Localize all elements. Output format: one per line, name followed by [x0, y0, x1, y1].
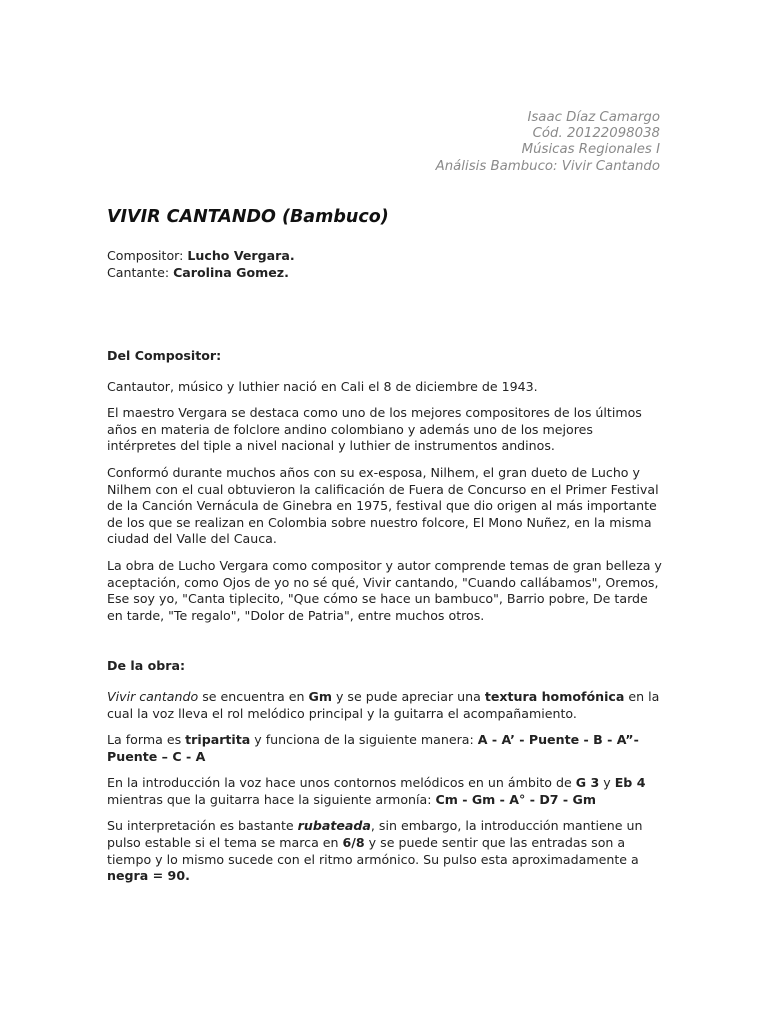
- texture-bold: textura homofónica: [484, 688, 625, 704]
- author-name: Isaac Díaz Camargo: [527, 110, 660, 125]
- text-run: Su interpretación es bastante: [107, 818, 298, 834]
- range-low-bold: G 3: [575, 775, 600, 791]
- text-run: y: [599, 775, 615, 791]
- composer-paragraph-3: Conformó durante muchos años con su ex-esposa, Nilhem, el gran dueto de Lucho y Nilhem con el cual obtuvieron la calificación de Fuera de Concurso en el Primer Festival de la Canción Vernácula de Ginebra en 1975, festival que dio origen al más importante de los que se realizan en Colombia sobre nuestro folcore, El Mono Nuñez, en la misma ciudad del Valle del Cauca.: [107, 464, 659, 547]
- page-title: VIVIR CANTANDO (Bambuco): [107, 207, 389, 227]
- key-bold: Gm: [308, 688, 332, 704]
- text-run: y se pude apreciar una: [331, 688, 485, 704]
- singer-line: [107, 265, 295, 282]
- assignment-name: Análisis Bambuco: Vivir Cantando: [435, 158, 660, 174]
- work-paragraph-3: [107, 775, 663, 808]
- work-title-italic: Vivir cantando: [107, 688, 199, 704]
- form-structure-bold: A - A’ - Puente - B - A”- Puente – C - A: [107, 732, 639, 764]
- singer-label: Cantante:: [107, 264, 174, 280]
- composer-line: [107, 248, 295, 265]
- course-name: Músicas Regionales I: [521, 142, 660, 158]
- composer-section-heading: Del Compositor:: [107, 348, 222, 363]
- credits-block: [107, 248, 295, 281]
- harmony-bold: Cm - Gm - A° - D7 - Gm: [435, 791, 596, 807]
- rubateada-bold-italic: rubateada: [297, 818, 371, 834]
- composer-paragraph-2: El maestro Vergara se destaca como uno de los mejores compositores de los últimos años en materia de folclore andino colombiano y además uno de los mejores intérpretes del tiple a nivel nacional y luthier de instrumentos andinos.: [107, 405, 642, 454]
- text-run: , sin embargo, la introducción mantiene un pulso estable si el tema se marca en: [107, 818, 643, 851]
- composer-paragraph-1: Cantautor, músico y luthier nació en Cali el 8 de diciembre de 1943.: [107, 378, 538, 394]
- text-run: mientras que la guitarra hace la siguiente armonía:: [107, 791, 436, 807]
- header-block: [436, 110, 660, 175]
- composer-label: Compositor:: [107, 248, 188, 263]
- text-run: se encuentra en: [198, 688, 309, 704]
- work-paragraph-1: [107, 689, 663, 722]
- composer-paragraph-4: La obra de Lucho Vergara como compositor y autor comprende temas de gran belleza y aceptación, como Ojos de yo no sé qué, Vivir cantando, "Cuando callábamos", Oremos, Ese soy yo, "Canta tiplecito, "Que cómo se hace un bambuco", Barrio pobre, De tarde en tarde, "Te regalo", "Dolor de Patria", entre muchos otros.: [107, 557, 662, 623]
- text-run: en la cual la voz lleva el rol melódico principal y la guitarra el acompañamiento.: [107, 688, 660, 721]
- form-bold: tripartita: [185, 732, 251, 748]
- work-section-heading: De la obra:: [107, 658, 185, 674]
- text-run: En la introducción la voz hace unos contornos melódicos en un ámbito de: [107, 775, 576, 791]
- work-paragraph-2: [107, 732, 663, 765]
- range-high-bold: Eb 4: [614, 775, 646, 791]
- meter-bold: 6/8: [342, 835, 365, 851]
- text-run: y se puede sentir que las entradas son a tiempo y lo mismo sucede con el ritmo armónico. Su pulso esta aproximadamente a: [107, 835, 639, 867]
- text-run: y funciona de la siguiente manera:: [250, 732, 478, 748]
- tempo-bold: negra = 90.: [107, 868, 190, 884]
- work-paragraph-4: [107, 818, 663, 884]
- student-code: Cód. 20122098038: [532, 126, 660, 142]
- composer-name: Lucho Vergara.: [187, 248, 295, 263]
- document-body: [107, 348, 663, 885]
- singer-name: Carolina Gomez.: [173, 264, 289, 280]
- text-run: La forma es: [107, 732, 186, 748]
